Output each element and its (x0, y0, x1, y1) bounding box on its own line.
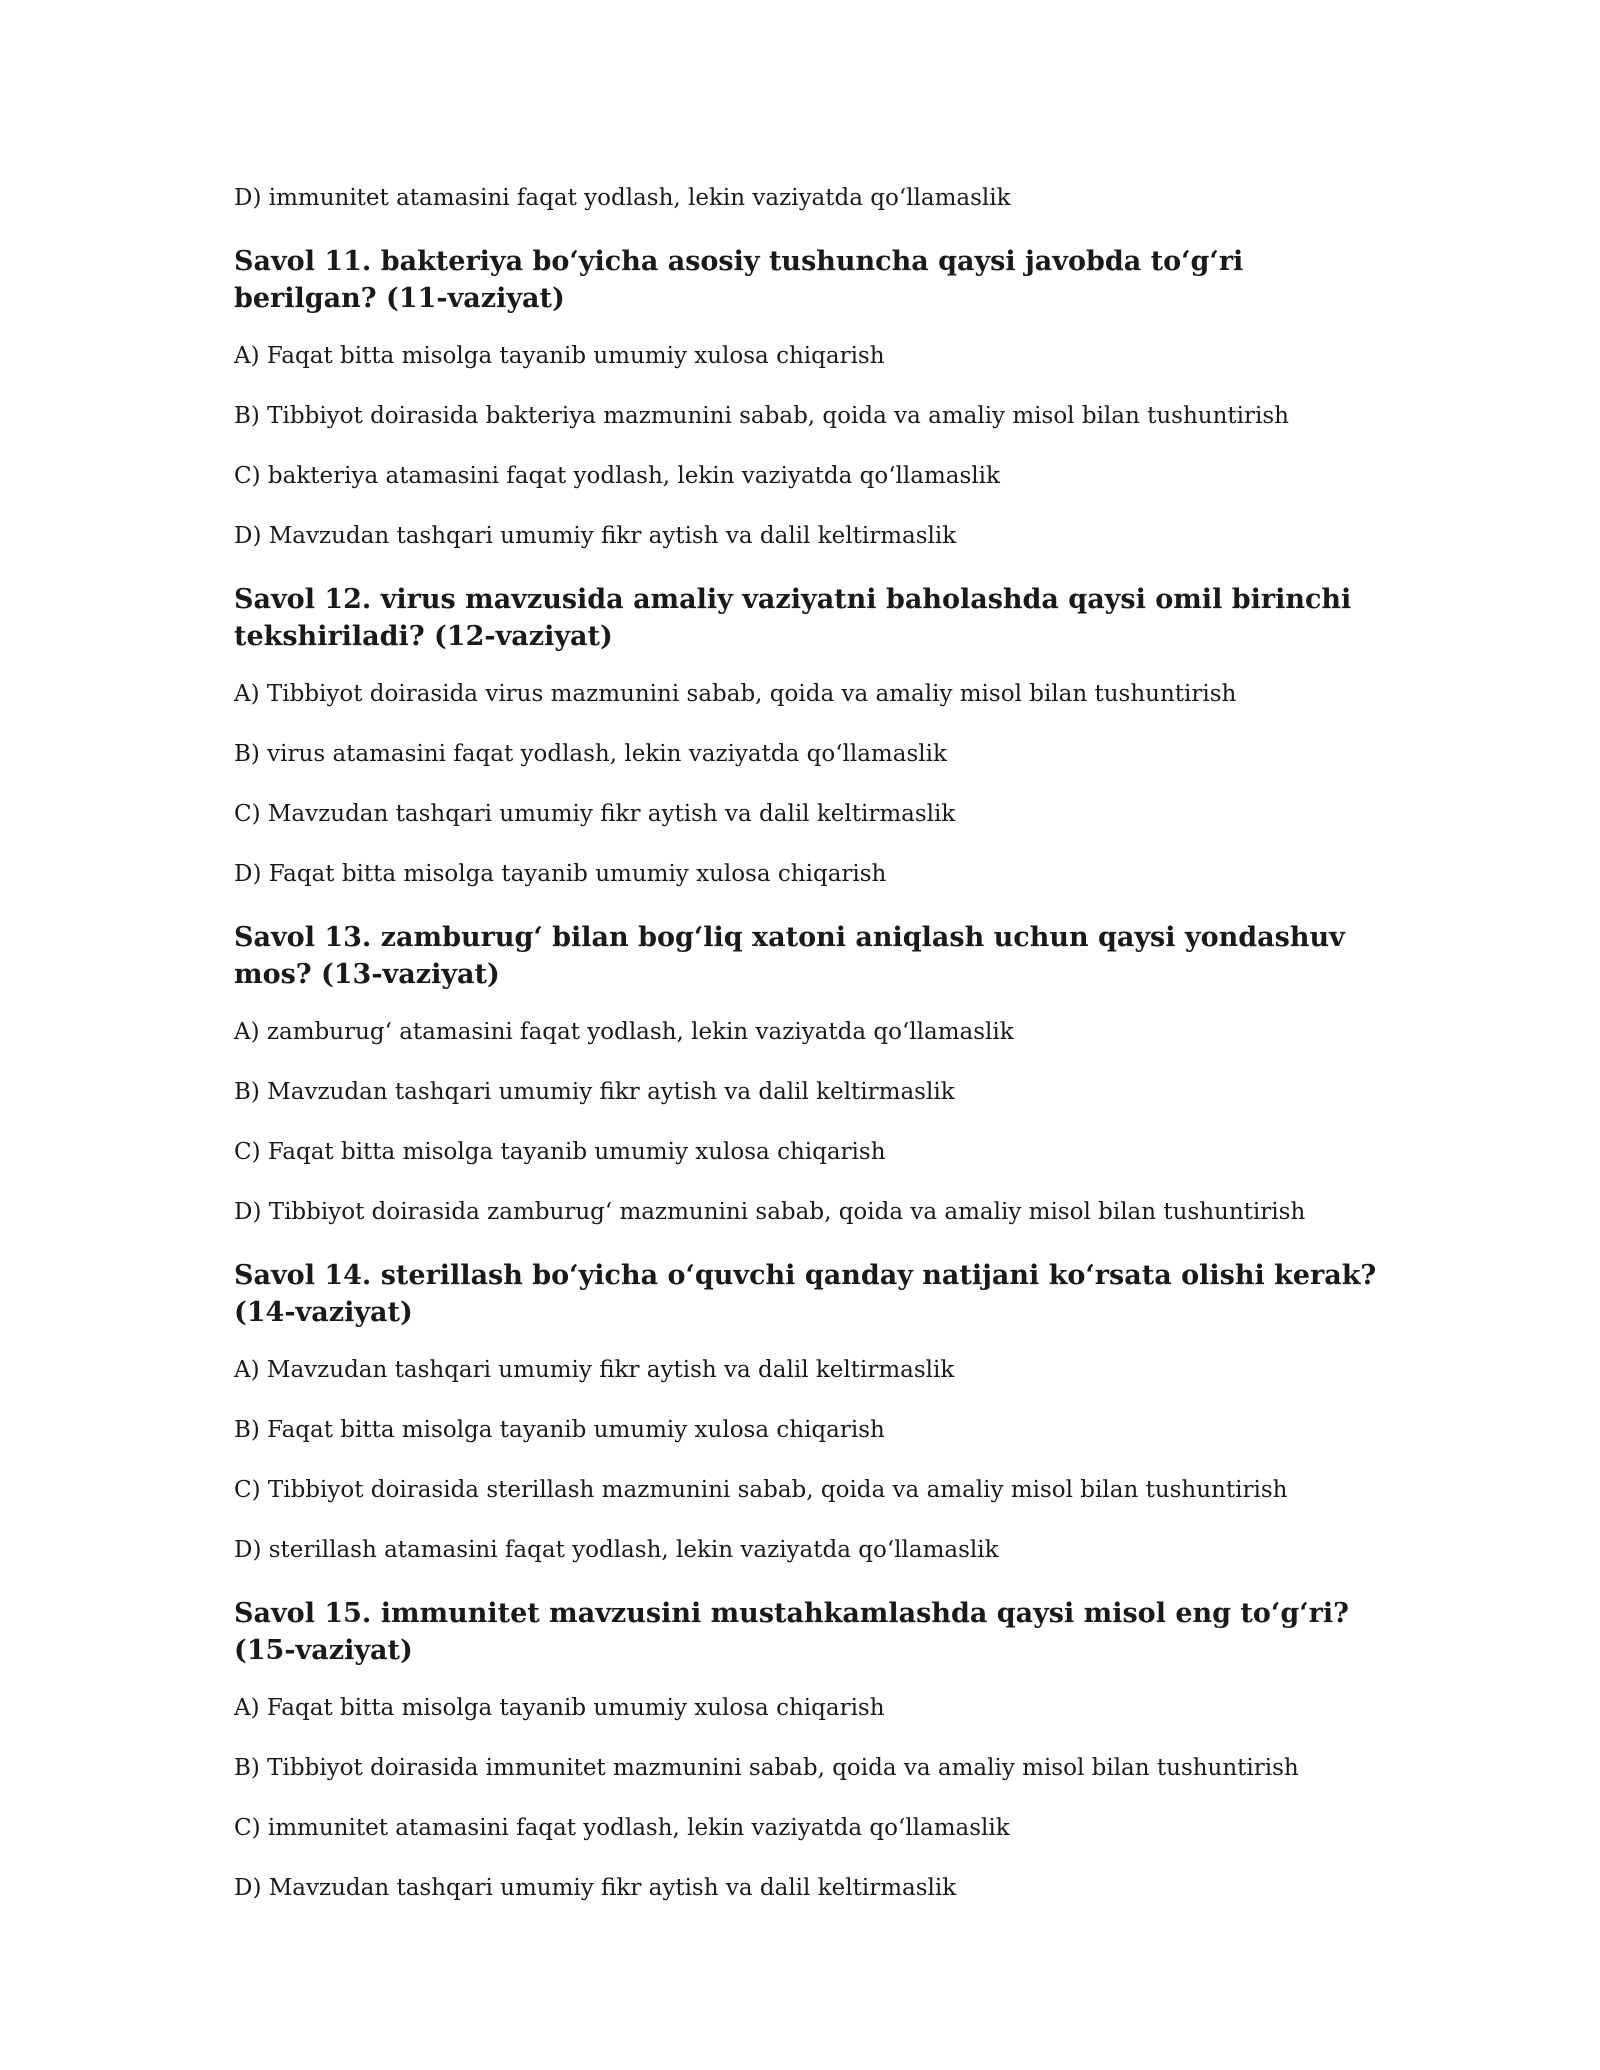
answer-option: C) Tibbiyot doirasida sterillash mazmunini sabab, qoida va amaliy misol bilan tushuntirish (234, 1477, 1288, 1503)
document-page (234, 183, 1379, 1933)
question-block (234, 581, 1379, 889)
answer-option: C) bakteriya atamasini faqat yodlash, lekin vaziyatda qoʻllamaslik (234, 463, 1000, 489)
answer-option: D) Faqat bitta misolga tayanib umumiy xulosa chiqarish (234, 861, 887, 887)
question-block (234, 243, 1379, 551)
answer-option: A) Tibbiyot doirasida virus mazmunini sabab, qoida va amaliy misol bilan tushuntirish (234, 681, 1237, 707)
question-block (234, 1257, 1379, 1565)
answer-option: D) Tibbiyot doirasida zamburugʻ mazmunini sabab, qoida va amaliy misol bilan tushuntirish (234, 1199, 1306, 1225)
answer-option: D) sterillash atamasini faqat yodlash, lekin vaziyatda qoʻllamaslik (234, 1537, 999, 1563)
answer-option: B) Tibbiyot doirasida immunitet mazmunini sabab, qoida va amaliy misol bilan tushuntirish (234, 1755, 1299, 1781)
question-title: Savol 11. bakteriya boʻyicha asosiy tushuncha qaysi javobda toʻgʻri berilgan? (11-vaziyat) (234, 246, 1244, 314)
answer-option: D) Mavzudan tashqari umumiy fikr aytish va dalil keltirmaslik (234, 1875, 957, 1901)
answer-option: A) zamburugʻ atamasini faqat yodlash, lekin vaziyatda qoʻllamaslik (234, 1019, 1014, 1045)
answer-option: B) virus atamasini faqat yodlash, lekin vaziyatda qoʻllamaslik (234, 741, 947, 767)
question-title: Savol 14. sterillash boʻyicha oʻquvchi qanday natijani koʻrsata olishi kerak? (14-vaziyat) (234, 1260, 1377, 1328)
question-title: Savol 12. virus mavzusida amaliy vaziyatni baholashda qaysi omil birinchi tekshiriladi? (12-vaziyat) (234, 584, 1352, 652)
question-block (234, 919, 1379, 1227)
answer-option: C) Faqat bitta misolga tayanib umumiy xulosa chiqarish (234, 1139, 886, 1165)
answer-option: D) immunitet atamasini faqat yodlash, lekin vaziyatda qoʻllamaslik (234, 185, 1011, 211)
question-title: Savol 13. zamburugʻ bilan bogʻliq xatoni aniqlash uchun qaysi yondashuv mos? (13-vaziyat) (234, 922, 1345, 990)
answer-option: C) Mavzudan tashqari umumiy fikr aytish va dalil keltirmaslik (234, 801, 956, 827)
question-title: Savol 15. immunitet mavzusini mustahkamlashda qaysi misol eng toʻgʻri? (15-vaziyat) (234, 1598, 1349, 1666)
answer-option: A) Mavzudan tashqari umumiy fikr aytish va dalil keltirmaslik (234, 1357, 955, 1383)
question-block (234, 1595, 1379, 1903)
answer-option: B) Faqat bitta misolga tayanib umumiy xulosa chiqarish (234, 1417, 885, 1443)
answer-option: D) Mavzudan tashqari umumiy fikr aytish va dalil keltirmaslik (234, 523, 957, 549)
answer-option: A) Faqat bitta misolga tayanib umumiy xulosa chiqarish (234, 343, 885, 369)
answer-option: B) Mavzudan tashqari umumiy fikr aytish va dalil keltirmaslik (234, 1079, 955, 1105)
answer-option: C) immunitet atamasini faqat yodlash, lekin vaziyatda qoʻllamaslik (234, 1815, 1010, 1841)
answer-option: B) Tibbiyot doirasida bakteriya mazmunini sabab, qoida va amaliy misol bilan tushuntirish (234, 403, 1289, 429)
answer-option: A) Faqat bitta misolga tayanib umumiy xulosa chiqarish (234, 1695, 885, 1721)
